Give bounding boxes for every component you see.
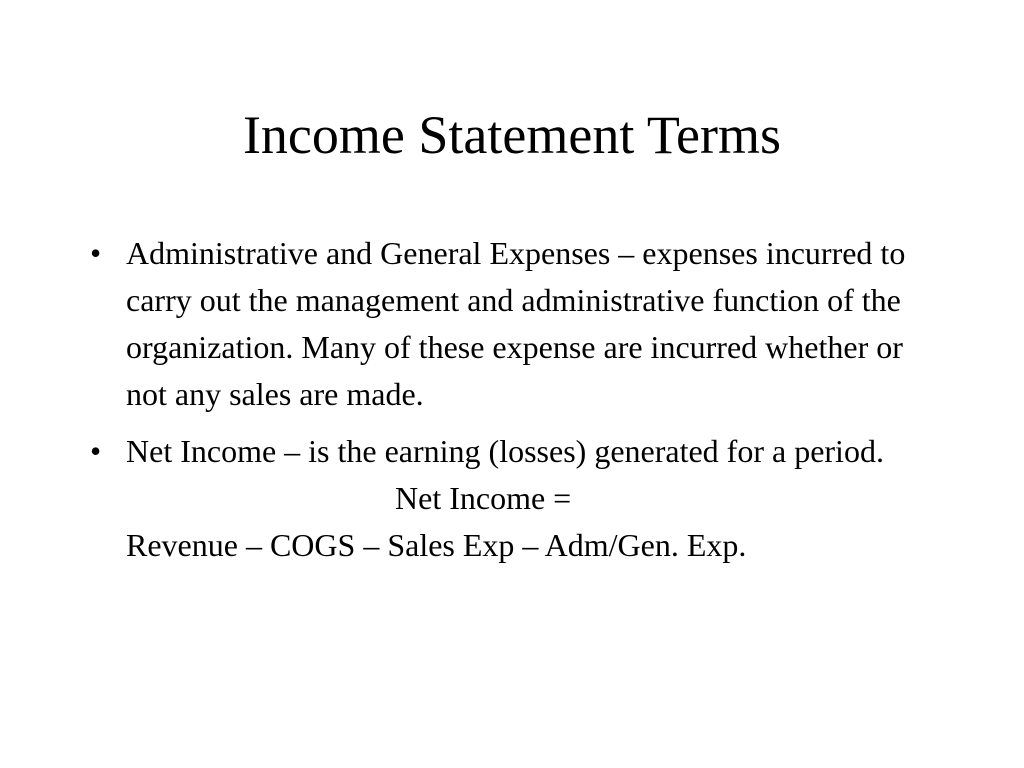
net-income-formula-label: Net Income = bbox=[395, 480, 572, 516]
bullet-icon: • bbox=[90, 433, 102, 469]
bullet-text: Administrative and General Expenses – expenses incurred to carry out the management and administrative function of the organization. Many of these expense are incurred whether or not any sales are made. bbox=[126, 235, 906, 412]
bullet-net-income bbox=[84, 428, 934, 569]
slide-title: Income Statement Terms bbox=[242, 105, 782, 165]
bullet-icon: • bbox=[90, 235, 102, 271]
bullet-list bbox=[84, 230, 934, 579]
net-income-formula: Revenue – COGS – Sales Exp – Adm/Gen. Exp. bbox=[126, 527, 747, 563]
bullet-admin-general-expenses bbox=[84, 230, 934, 418]
bullet-text: Net Income – is the earning (losses) generated for a period. bbox=[126, 433, 884, 469]
